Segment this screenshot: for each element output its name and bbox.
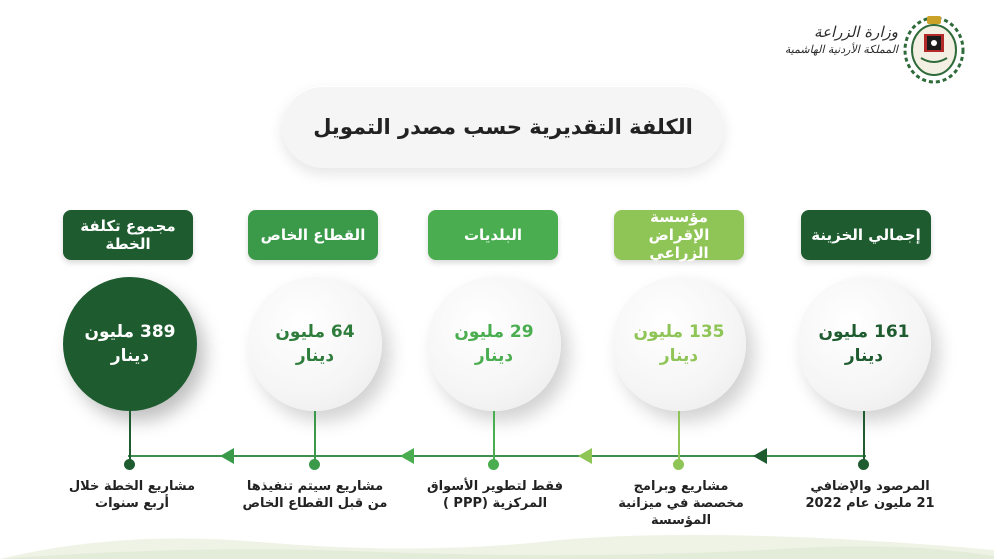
desc-line: فقط لتطوير الأسواق	[427, 479, 563, 494]
desc-line: مشاريع سيتم تنفيذها	[246, 479, 384, 494]
timeline-dot	[858, 459, 869, 470]
amount-value: 29 مليون	[454, 322, 534, 342]
amount-value: 389 مليون	[84, 322, 176, 342]
desc-line: 21 مليون عام 2022	[805, 496, 935, 511]
header-label: إجمالي الخزينة	[811, 226, 921, 244]
arrow-left-icon	[400, 448, 414, 464]
header-label: البلديات	[463, 226, 523, 244]
amount-unit: دينار	[844, 346, 884, 366]
amount-value: 64 مليون	[275, 322, 355, 342]
desc-municipalities	[420, 478, 570, 512]
desc-total	[57, 478, 207, 512]
arrow-left-icon	[578, 448, 592, 464]
amount-unit: دينار	[110, 346, 150, 366]
timeline-dot	[309, 459, 320, 470]
ministry-name-line1: وزارة الزراعة	[814, 23, 898, 41]
desc-private-sector	[240, 478, 390, 512]
bottom-wave-decoration	[0, 530, 994, 559]
desc-line: مشاريع الخطة خلال	[68, 479, 196, 494]
amount-unit: دينار	[474, 346, 514, 366]
desc-line: المرصود والإضافي	[810, 479, 930, 494]
desc-line: من قبل القطاع الخاص	[242, 496, 388, 511]
header-label: القطاع الخاص	[260, 226, 366, 244]
desc-line: مخصصة في ميزانية	[618, 496, 744, 511]
desc-line: مشاريع وبرامج	[633, 479, 729, 494]
desc-line: المؤسسة	[650, 513, 712, 528]
connector-municipalities	[493, 411, 495, 465]
page-title: الكلفة التقديرية حسب مصدر التمويل	[313, 115, 693, 139]
amount-value: 135 مليون	[633, 322, 725, 342]
header-label: مؤسسة الإقراض الزراعي	[648, 208, 710, 262]
timeline-dot	[124, 459, 135, 470]
amount-unit: دينار	[659, 346, 699, 366]
connector-private-sector	[314, 411, 316, 465]
amount-value: 161 مليون	[818, 322, 910, 342]
header-label: مجموع تكلفة الخطة	[80, 217, 176, 253]
timeline-dot	[488, 459, 499, 470]
timeline-dot	[673, 459, 684, 470]
desc-agricultural-credit	[606, 478, 756, 529]
arrow-left-icon	[220, 448, 234, 464]
amount-unit: دينار	[295, 346, 335, 366]
connector-treasury	[863, 411, 865, 465]
connector-total	[129, 411, 131, 465]
arrow-left-icon	[753, 448, 767, 464]
desc-line: المركزية (PPP )	[442, 496, 548, 511]
desc-line: أربع سنوات	[95, 496, 169, 511]
desc-treasury	[795, 478, 945, 512]
ministry-name-line2: المملكة الأردنية الهاشمية	[784, 43, 898, 56]
connector-agricultural-credit	[678, 411, 680, 465]
